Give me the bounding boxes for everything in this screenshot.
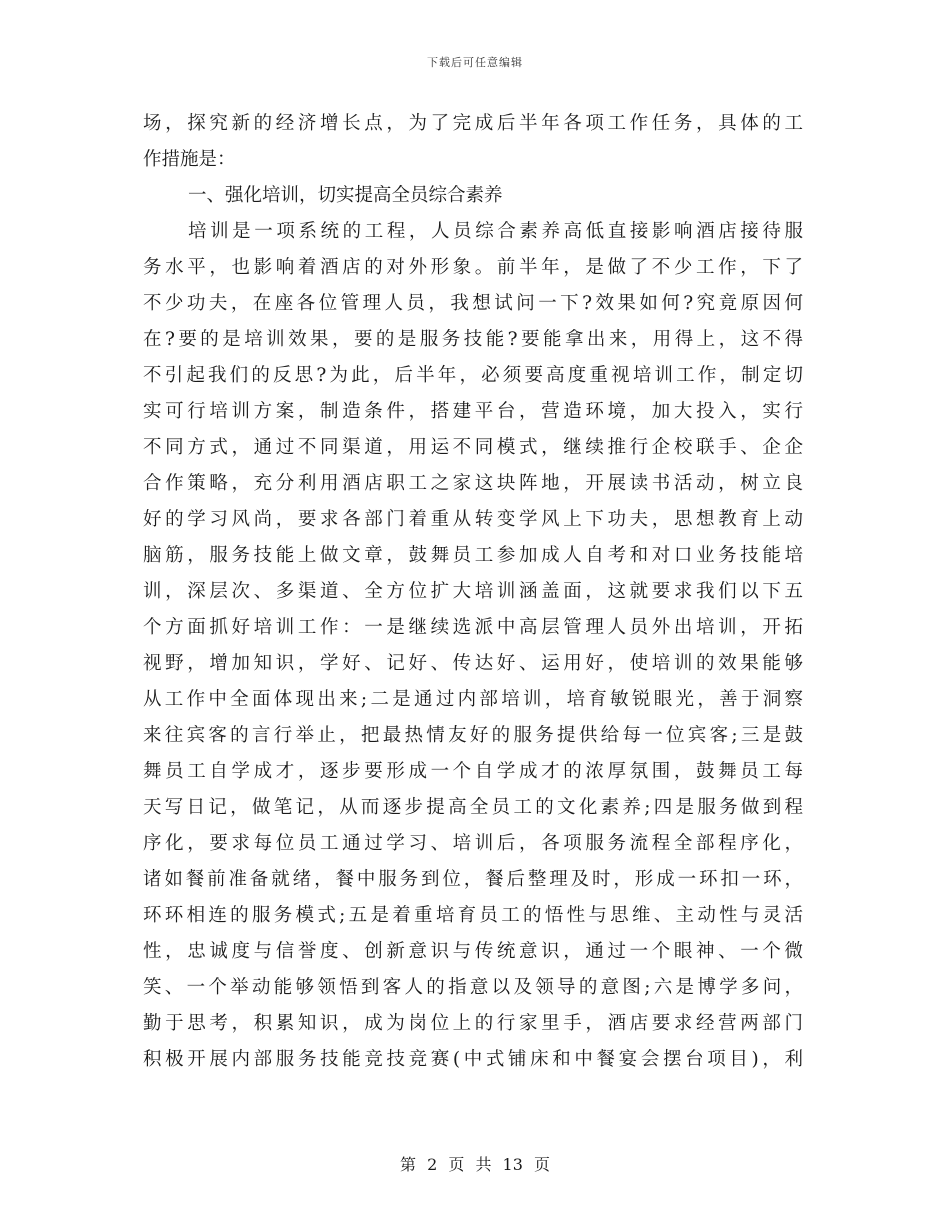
body-line: 性，忠诚度与信誉度、创新意识与传统意识，通过一个眼神、一个微: [143, 941, 803, 962]
page-number-footer: 第 2 页 共 13 页: [400, 1155, 550, 1174]
body-line: 视野，增加知识，学好、记好、传达好、运用好，使培训的效果能够: [143, 653, 803, 674]
paragraph-first-line: 培训是一项系统的工程，人员综合素养高低直接影响酒店接待服: [188, 221, 803, 242]
body-line: 笑、一个举动能够领悟到客人的指意以及领导的意图;六是博学多问，: [143, 977, 803, 998]
body-line: 好的学习风尚，要求各部门着重从转变学风上下功夫，思想教育上动: [143, 509, 803, 530]
document-body: [143, 106, 803, 1078]
body-line: 脑筋，服务技能上做文章，鼓舞员工参加成人自考和对口业务技能培: [143, 545, 803, 566]
body-line: 勤于思考，积累知识，成为岗位上的行家里手，酒店要求经营两部门: [143, 1013, 803, 1034]
body-line: 场，探究新的经济增长点，为了完成后半年各项工作任务，具体的工: [143, 113, 803, 134]
body-line: 作措施是：: [143, 149, 236, 170]
body-line: 务水平，也影响着酒店的对外形象。前半年，是做了不少工作，下了: [143, 257, 803, 278]
body-line: 天写日记，做笔记，从而逐步提高全员工的文化素养;四是服务做到程: [143, 797, 803, 818]
body-line: 实可行培训方案，制造条件，搭建平台，营造环境，加大投入，实行: [143, 401, 803, 422]
body-line: 不少功夫，在座各位管理人员，我想试问一下?效果如何?究竟原因何: [143, 293, 803, 314]
body-line: 在?要的是培训效果，要的是服务技能?要能拿出来，用得上，这不得: [143, 329, 803, 350]
page-header: 下载后可任意编辑: [427, 56, 523, 69]
body-line: 来往宾客的言行举止，把最热情友好的服务提供给每一位宾客;三是鼓: [143, 725, 803, 746]
body-line: 个方面抓好培训工作：一是继续选派中高层管理人员外出培训，开拓: [143, 617, 803, 638]
body-line: 不同方式，通过不同渠道，用运不同模式，继续推行企校联手、企企: [143, 437, 803, 458]
body-line: 合作策略，充分利用酒店职工之家这块阵地，开展读书活动，树立良: [143, 473, 803, 494]
body-line: 序化，要求每位员工通过学习、培训后，各项服务流程全部程序化，: [143, 833, 803, 854]
body-line: 不引起我们的反思?为此，后半年，必须要高度重视培训工作，制定切: [143, 365, 803, 386]
body-line: 训，深层次、多渠道、全方位扩大培训涵盖面，这就要求我们以下五: [143, 581, 803, 602]
body-line: 环环相连的服务模式;五是着重培育员工的悟性与思维、主动性与灵活: [143, 905, 803, 926]
section-heading: 一、强化培训，切实提高全员综合素养: [188, 185, 503, 206]
body-line: 积极开展内部服务技能竞技竞赛(中式铺床和中餐宴会摆台项目)，利: [143, 1049, 803, 1070]
body-line: 从工作中全面体现出来;二是通过内部培训，培育敏锐眼光，善于洞察: [143, 689, 803, 710]
body-line: 诸如餐前准备就绪，餐中服务到位，餐后整理及时，形成一环扣一环，: [143, 869, 803, 890]
body-line: 舞员工自学成才，逐步要形成一个自学成才的浓厚氛围，鼓舞员工每: [143, 761, 803, 782]
